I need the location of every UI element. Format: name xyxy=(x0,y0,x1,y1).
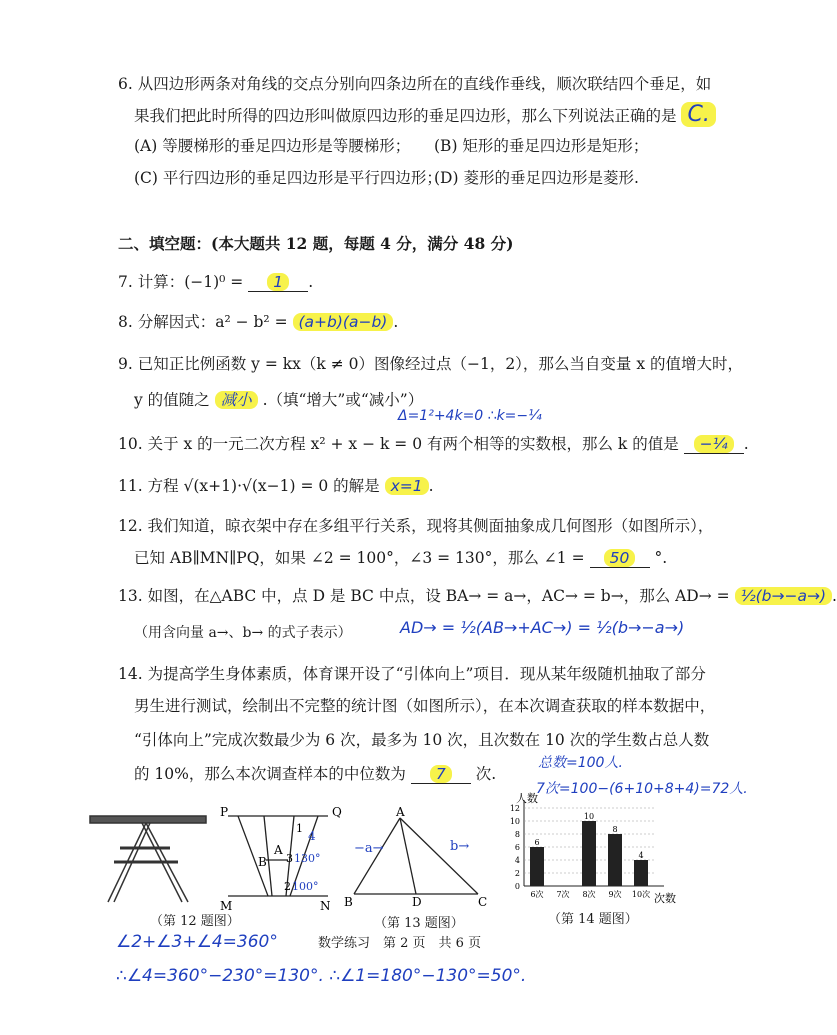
label-m: M xyxy=(220,899,233,913)
chart-bar xyxy=(608,834,622,886)
q14-line1: 14. 为提高学生身体素质，体育课开设了“引体向上”项目．现从某年级随机抽取了部分 xyxy=(118,665,706,683)
chart-x-tick: 8次 xyxy=(582,890,596,899)
figure-14-chart xyxy=(500,790,690,910)
q12-blank xyxy=(590,549,650,568)
clothes-rack-drawing xyxy=(90,816,206,902)
q6-line2 xyxy=(134,102,716,127)
q9-answer: 减小 xyxy=(215,391,258,409)
q13-handwritten-note: AD→ = ½(AB→+AC→) = ½(b→−a→) xyxy=(400,618,685,637)
chart-x-tick: 6次 xyxy=(530,890,544,899)
fig14-caption: （第 14 题图） xyxy=(548,912,638,927)
handwritten-angle-4: 4 xyxy=(308,829,316,843)
q13-text: 13. 如图，在△ABC 中，点 D 是 BC 中点，设 BA→ = a→，AC→ = b→，那么 AD→ = xyxy=(118,587,730,605)
chart-y-tick: 10 xyxy=(509,817,520,826)
fig12-caption: （第 12 题图） xyxy=(150,914,240,929)
chart-y-tick: 12 xyxy=(509,804,520,813)
angle-2-label: 2 xyxy=(284,880,291,893)
q12-line1: 12. 我们知道，晾衣架中存在多组平行关系，现将其侧面抽象成几何图形（如图所示）， xyxy=(118,517,714,535)
q11: 11. 方程 √(x+1)·√(x−1) = 0 的解是 x=1 . xyxy=(118,477,434,495)
q7-answer: 1 xyxy=(267,273,289,291)
q12-line2-text: 已知 AB∥MN∥PQ，如果 ∠2 = 100°，∠3 = 130°，那么 ∠1 = xyxy=(134,549,585,567)
chart-x-tick: 9次 xyxy=(608,890,622,899)
q6-option-b: (B) 矩形的垂足四边形是矩形； xyxy=(434,137,649,155)
label-q: Q xyxy=(332,805,342,819)
chart-data-label: 10 xyxy=(583,812,595,821)
label-p: P xyxy=(220,805,229,819)
label-b: B xyxy=(258,855,267,869)
q14-line2: 男生进行测试，绘制出不完整的统计图（如图所示），在本次调查获取的样本数据中， xyxy=(134,697,716,715)
q9-line2-pre: y 的值随之 xyxy=(134,391,210,409)
figure-13 xyxy=(340,805,490,910)
q14-line4 xyxy=(134,762,496,784)
chart-y-tick: 8 xyxy=(514,830,520,839)
q8-text: 8. 分解因式：a² − b² = xyxy=(118,313,288,331)
handwritten-b: b→ xyxy=(450,839,470,854)
q6-line2-text: 果我们把此时所得的四边形叫做原四边形的垂足四边形，那么下列说法正确的是 xyxy=(134,107,677,125)
chart-data-label: 6 xyxy=(534,838,540,847)
chart-data-label: 8 xyxy=(612,825,618,834)
fig13-caption: （第 13 题图） xyxy=(374,916,464,931)
q12-line2 xyxy=(134,546,667,568)
q11-text: 11. 方程 √(x+1)·√(x−1) = 0 的解是 xyxy=(118,477,380,495)
q9-line2 xyxy=(134,388,423,410)
q8-answer: (a+b)(a−b) xyxy=(293,313,394,331)
q6-option-a: (A) 等腰梯形的垂足四边形是等腰梯形； xyxy=(134,137,411,155)
q7: 7. 计算：(−1)⁰ = 1 . xyxy=(118,273,314,291)
angle-3-label: 3 xyxy=(286,852,293,865)
q7-blank xyxy=(248,273,308,292)
angle-1-label: 1 xyxy=(296,822,303,835)
q13-line1: 13. 如图，在△ABC 中，点 D 是 BC 中点，设 BA→ = a→，AC→ = b→，那么 AD→ = ½(b→−a→) . xyxy=(118,587,837,605)
triangle-abc xyxy=(354,818,478,894)
q10-blank xyxy=(684,435,744,454)
chart-ylabel: 人数 xyxy=(516,792,538,805)
q14-line3: “引体向上”完成次数最少为 6 次，最多为 10 次，且次数在 10 次的学生数占总人数 xyxy=(134,731,710,749)
chart-y-tick: 6 xyxy=(514,843,520,852)
chart-data-label: 4 xyxy=(638,851,644,860)
q6-answer: C. xyxy=(681,102,715,127)
q6-option-d: (D) 菱形的垂足四边形是菱形. xyxy=(434,169,639,187)
q14-answer: 7 xyxy=(430,765,452,783)
q14-note-7times: 7次=100−(6+10+8+4)=72人. xyxy=(536,781,748,797)
q9-line1: 9. 已知正比例函数 y = kx（k ≠ 0）图像经过点（−1，2），那么当自变量 x 的值增大时， xyxy=(118,355,744,373)
label-a: A xyxy=(274,843,283,857)
q14-note-total: 总数=100人. xyxy=(538,755,623,771)
q10: 10. 关于 x 的一元二次方程 x² + x − k = 0 有两个相等的实数根，那么 k 的值是 −¼ . xyxy=(118,435,749,453)
label-b: B xyxy=(344,895,353,909)
q14-line4-text: 的 10%，那么本次调查样本的中位数为 xyxy=(134,765,406,783)
label-a: A xyxy=(396,805,405,819)
chart-x-tick: 7次 xyxy=(556,890,570,899)
bottom-note-line1: ∠2+∠3+∠4=360° xyxy=(116,932,278,952)
q12-unit: °. xyxy=(654,549,668,567)
chart-xlabel: 次数 xyxy=(654,892,676,905)
q13-line2: （用含向量 a→、b→ 的式子表示） xyxy=(134,625,352,641)
q6-option-c: (C) 平行四边形的垂足四边形是平行四边形； xyxy=(134,169,442,187)
label-n: N xyxy=(320,899,331,913)
q6-line1: 6. 从四边形两条对角线的交点分别向四条边所在的直线作垂线，顺次联结四个垂足，如 xyxy=(118,75,712,93)
q10-text: 10. 关于 x 的一元二次方程 x² + x − k = 0 有两个相等的实数根，那么 k 的值是 xyxy=(118,435,679,453)
q11-answer: x=1 xyxy=(385,477,429,495)
chart-y-tick: 0 xyxy=(514,882,520,891)
chart-x-tick: 10次 xyxy=(631,890,651,899)
chart-bar xyxy=(582,821,596,886)
q12-answer: 50 xyxy=(604,549,636,567)
q8: 8. 分解因式：a² − b² = (a+b)(a−b) . xyxy=(118,313,399,331)
handwritten-angle-100: 100° xyxy=(292,880,319,893)
chart-bar xyxy=(530,847,544,886)
q9-line2-post: .（填“增大”或“减小”） xyxy=(262,391,424,409)
chart-bar xyxy=(634,860,648,886)
chart-y-tick: 4 xyxy=(514,856,520,865)
handwritten-neg-a: −a→ xyxy=(354,841,384,856)
q10-answer: −¼ xyxy=(694,435,734,453)
q14-line4-post: 次. xyxy=(475,765,497,783)
q9-handwritten-note: Δ=1²+4k=0 ∴k=−¼ xyxy=(398,408,542,424)
section-title: 二、填空题：(本大题共 12 题，每题 4 分，满分 48 分) xyxy=(118,234,514,253)
page-footer: 数学练习 第 2 页 共 6 页 xyxy=(318,936,482,951)
figure-12 xyxy=(88,805,342,920)
handwritten-angle-130: 130° xyxy=(294,852,321,865)
q13-answer: ½(b→−a→) xyxy=(735,587,832,605)
chart-y-tick: 2 xyxy=(514,869,520,878)
q7-text: 7. 计算：(−1)⁰ = xyxy=(118,273,244,291)
q14-blank xyxy=(411,765,471,784)
label-c: C xyxy=(478,895,488,909)
label-d: D xyxy=(412,895,422,909)
bottom-note-line2: ∴∠4=360°−230°=130°. ∴∠1=180°−130°=50°. xyxy=(116,966,527,986)
